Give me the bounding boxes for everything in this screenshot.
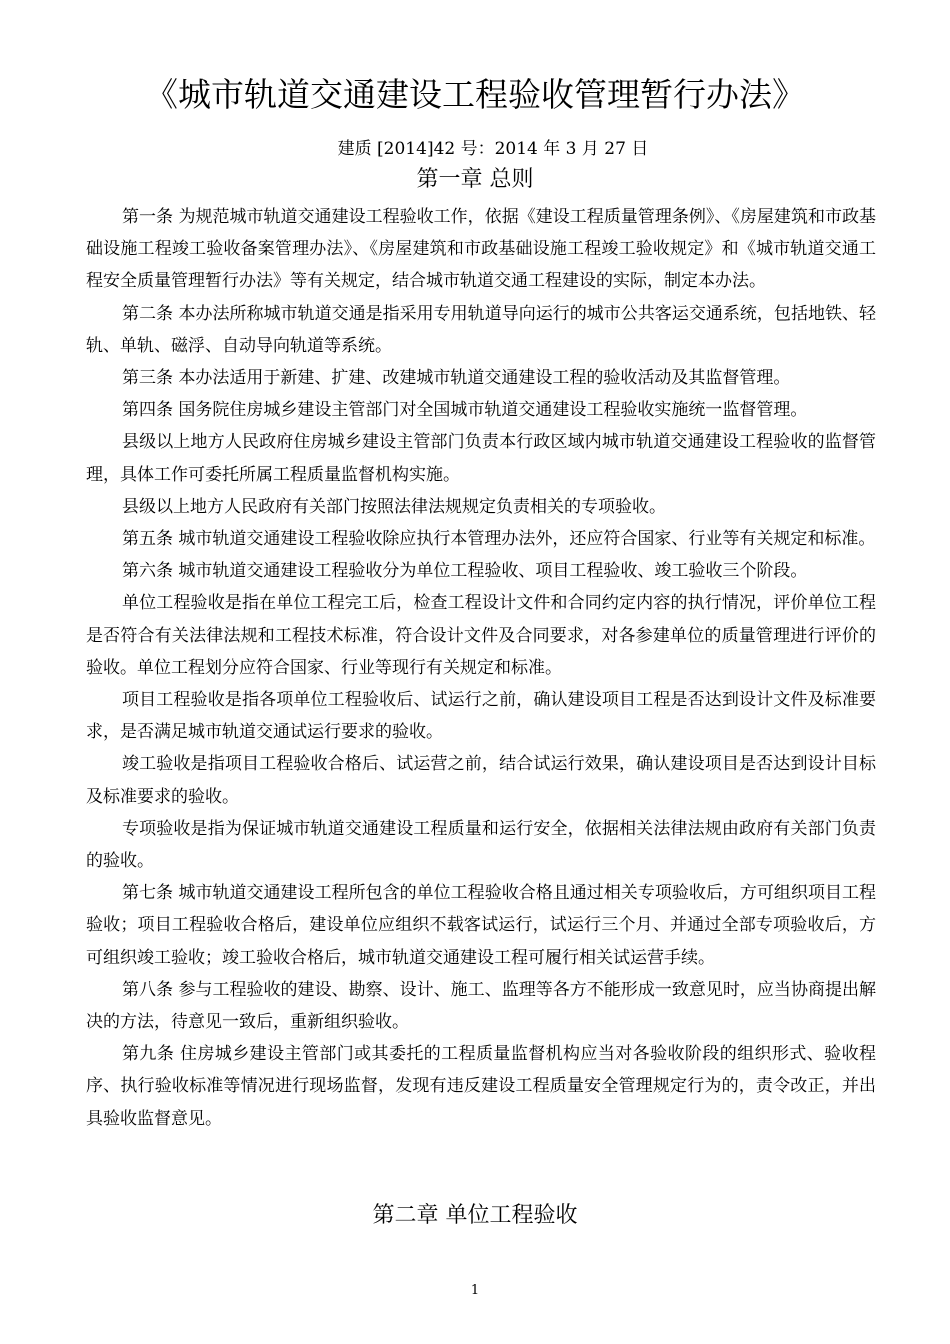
article-paragraph: 县级以上地方人民政府住房城乡建设主管部门负责本行政区域内城市轨道交通建设工程验收的监督管理，具体工作可委托所属工程质量监督机构实施。 — [86, 432, 876, 485]
article-paragraph: 项目工程验收是指各项单位工程验收后、试运行之前，确认建设项目工程是否达到设计文件及标准要求，是否满足城市轨道交通试运行要求的验收。 — [86, 690, 876, 743]
article-paragraph: 专项验收是指为保证城市轨道交通建设工程质量和运行安全，依据相关法律法规由政府有关部门负责的验收。 — [86, 818, 876, 872]
article-paragraph: 单位工程验收是指在单位工程完工后，检查工程设计文件和合同约定内容的执行情况，评价单位工程是否符合有关法律法规和工程技术标准，符合设计文件及合同要求，对各参建单位的质量管理进行评价的验收。单位工程划分应符合国家、行业等现行有关规定和标准。 — [86, 593, 876, 678]
article-paragraph: 第七条 城市轨道交通建设工程所包含的单位工程验收合格且通过相关专项验收后，方可组织项目工程验收；项目工程验收合格后，建设单位应组织不载客试运行，试运行三个月、并通过全部专项验收后，方可组织竣工验收；竣工验收合格后，城市轨道交通建设工程可履行相关试运营手续。 — [86, 883, 876, 968]
article-paragraph: 第一条 为规范城市轨道交通建设工程验收工作，依据《建设工程质量管理条例》、《房屋建筑和市政基础设施工程竣工验收备案管理办法》、《房屋建筑和市政基础设施工程竣工验收规定》和《城市轨道交通工程安全质量管理暂行办法》等有关规定，结合城市轨道交通工程建设的实际，制定本办法。 — [86, 207, 876, 292]
article-paragraph: 第六条 城市轨道交通建设工程验收分为单位工程验收、项目工程验收、竣工验收三个阶段。 — [122, 561, 808, 582]
article-paragraph: 第四条 国务院住房城乡建设主管部门对全国城市轨道交通建设工程验收实施统一监督管理。 — [122, 400, 808, 421]
document-title: 《城市轨道交通建设工程验收管理暂行办法》 — [145, 75, 805, 114]
article-paragraph: 竣工验收是指项目工程验收合格后、试运营之前，结合试运行效果，确认建设项目是否达到设计目标及标准要求的验收。 — [86, 754, 876, 807]
article-paragraph: 第三条 本办法适用于新建、扩建、改建城市轨道交通建设工程的验收活动及其监督管理。 — [122, 368, 791, 389]
article-paragraph: 县级以上地方人民政府有关部门按照法律法规规定负责相关的专项验收。 — [122, 496, 666, 517]
page-number: 1 — [470, 1283, 480, 1298]
article-paragraph: 第五条 城市轨道交通建设工程验收除应执行本管理办法外，还应符合国家、行业等有关规定和标准。 — [122, 529, 876, 550]
document-issue-info: 建质 [2014]42 号：2014 年 3 月 27 日 — [337, 139, 649, 159]
chapter-body — [86, 201, 876, 1135]
chapter-heading: 第二章 单位工程验收 — [372, 1203, 578, 1228]
article-paragraph: 第八条 参与工程验收的建设、勘察、设计、施工、监理等各方不能形成一致意见时，应当协商提出解决的方法，待意见一致后，重新组织验收。 — [86, 979, 876, 1033]
article-paragraph: 第九条 住房城乡建设主管部门或其委托的工程质量监督机构应当对各验收阶段的组织形式、验收程序、执行验收标准等情况进行现场监督，发现有违反建设工程质量安全管理规定行为的，责令改正，并出具验收监督意见。 — [86, 1044, 876, 1129]
chapter-heading: 第一章 总则 — [416, 167, 534, 192]
article-paragraph: 第二条 本办法所称城市轨道交通是指采用专用轨道导向运行的城市公共客运交通系统，包括地铁、轻轨、单轨、磁浮、自动导向轨道等系统。 — [86, 303, 876, 356]
